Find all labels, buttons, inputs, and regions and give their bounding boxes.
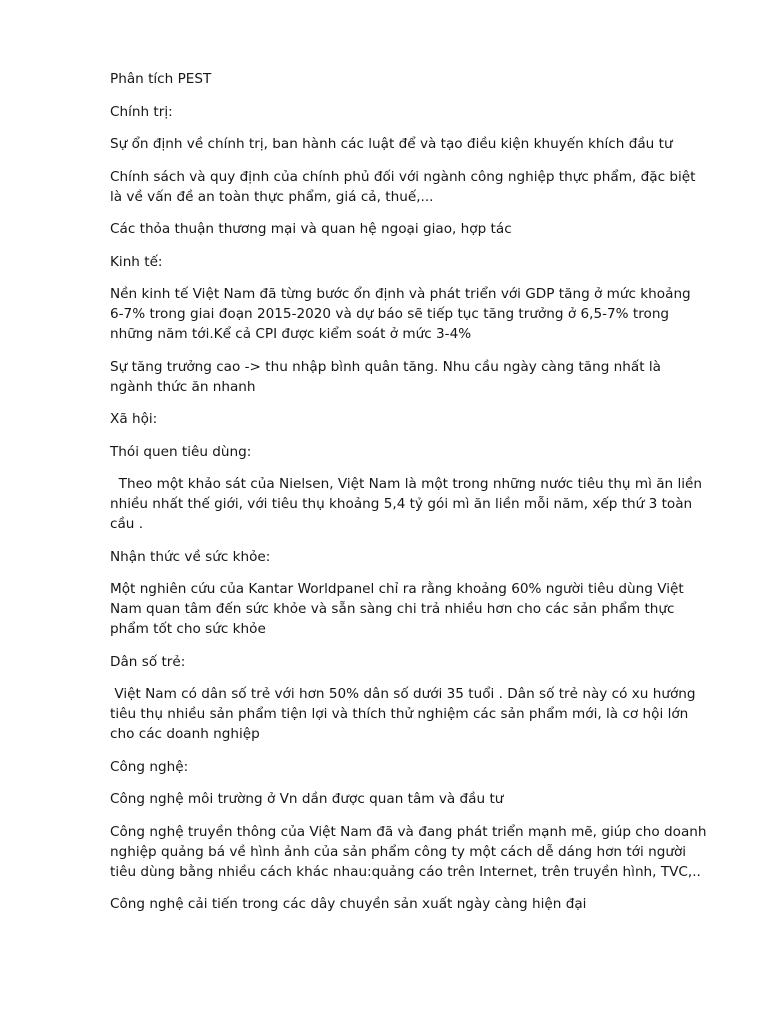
paragraph: Công nghệ cải tiến trong các dây chuyền sản xuất ngày càng hiện đại: [110, 896, 587, 912]
section-heading-politics: Chính trị:: [110, 103, 173, 120]
paragraph: Công nghệ truyền thông của Việt Nam đã và đang phát triển mạnh mẽ, giúp cho doanh nghiệp quảng bá về hình ảnh của sản phẩm công ty một cách dễ dáng hơn tới người tiêu dùng bằng nhiều cách khác nhau:quảng cáo trên Internet, trên truyền hình, TVC,..: [110, 823, 711, 880]
subheading-consumption-habits: Thói quen tiêu dùng:: [110, 443, 252, 460]
subheading-young-population: Dân số trẻ:: [110, 653, 186, 670]
paragraph: Công nghệ môi trường ở Vn dần được quan tâm và đầu tư: [110, 791, 504, 807]
paragraph: Sự ổn định về chính trị, ban hành các luật để và tạo điều kiện khuyến khích đầu tư: [110, 136, 673, 152]
section-heading-technology: Công nghệ:: [110, 758, 189, 775]
paragraph: Theo một khảo sát của Nielsen, Việt Nam là một trong những nước tiêu thụ mì ăn liền nhiều nhất thế giới, với tiêu thụ khoảng 5,4 tỷ gói mì ăn liền mỗi năm, xếp thứ 3 toàn cầu .: [110, 476, 707, 532]
paragraph: Các thỏa thuận thương mại và quan hệ ngoại giao, hợp tác: [110, 221, 512, 237]
section-heading-economy: Kinh tế:: [110, 253, 163, 270]
paragraph: Chính sách và quy định của chính phủ đối với ngành công nghiệp thực phẩm, đặc biệt là về vấn đề an toàn thực phẩm, giá cả, thuế,...: [110, 168, 700, 205]
paragraph: Một nghiên cứu của Kantar Worldpanel chỉ ra rằng khoảng 60% người tiêu dùng Việt Nam quan tâm đến sức khỏe và sẵn sàng chi trả nhiều hơn cho các sản phẩm thực phẩm tốt cho sức khỏe: [110, 581, 689, 637]
subheading-health-awareness: Nhận thức về sức khỏe:: [110, 548, 271, 565]
paragraph: Nền kinh tế Việt Nam đã từng bước ổn định và phát triển với GDP tăng ở mức khoảng 6-7% trong giai đoạn 2015-2020 và dự báo sẽ tiếp tục tăng trưởng ở 6,5-7% trong những năm tới.Kể cả CPI được kiểm soát ở mức 3-4%: [110, 286, 696, 342]
document-title: Phân tích PEST: [110, 71, 212, 87]
paragraph: Sự tăng trưởng cao -> thu nhập bình quân tăng. Nhu cầu ngày càng tăng nhất là ngành thức ăn nhanh: [110, 358, 666, 395]
section-heading-society: Xã hội:: [110, 411, 158, 427]
paragraph: Việt Nam có dân số trẻ với hơn 50% dân số dưới 35 tuổi . Dân số trẻ này có xu hướng tiêu thụ nhiều sản phẩm tiện lợi và thích thử nghiệm các sản phẩm mới, là cơ hội lớn cho các doanh nghiệp: [110, 686, 700, 742]
